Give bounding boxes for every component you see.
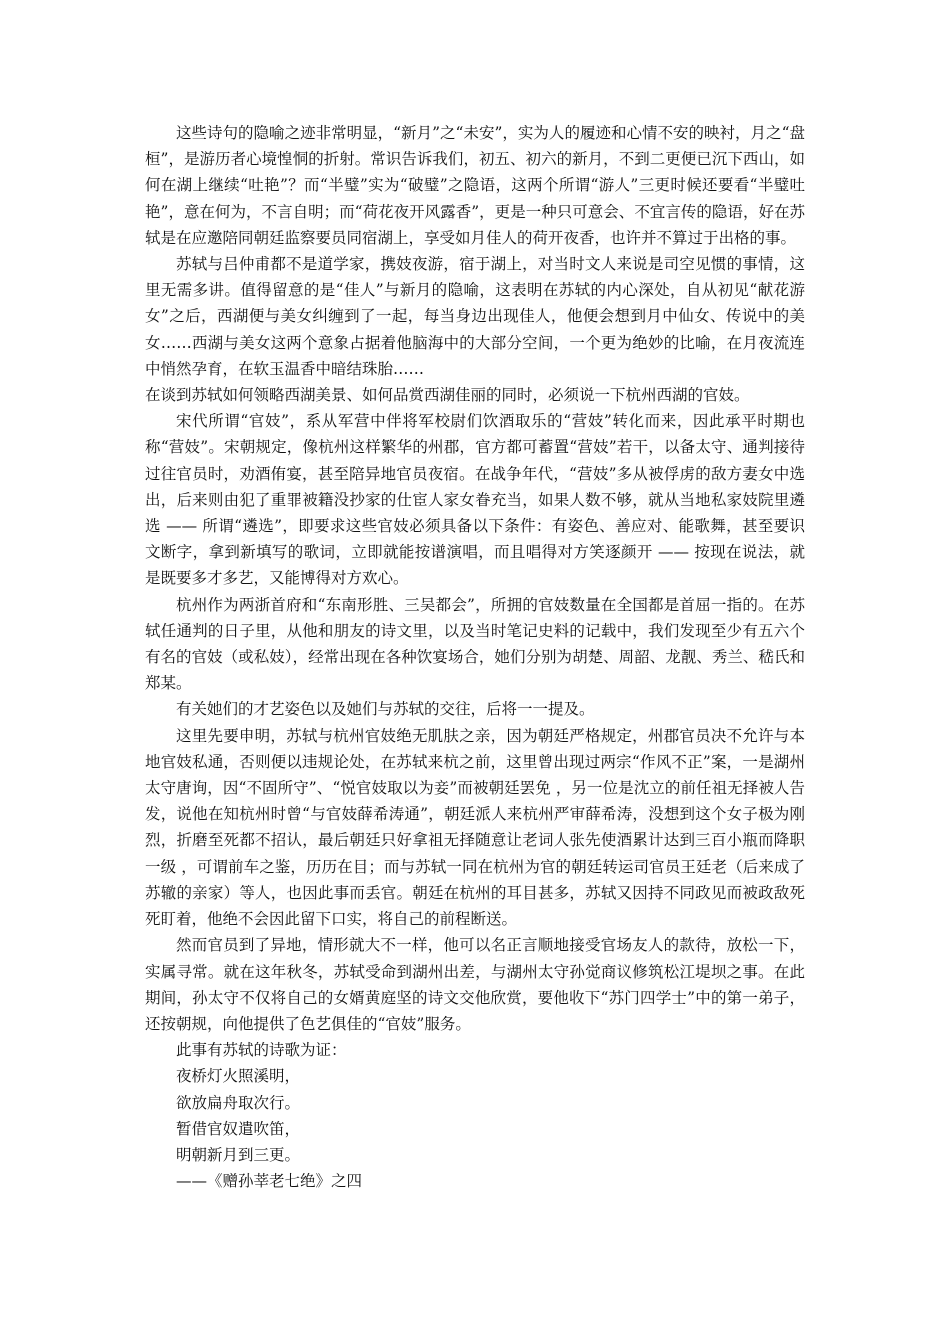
paragraph-8: 然而官员到了异地，情形就大不一样，他可以名正言顺地接受官场友人的款待，放松一下，实属寻常。就在这年秋冬，苏轼受命到湖州出差，与湖州太守孙觉商议修筑松江堤坝之事。在此期间，孙太守不仅将自己的女婿黄庭坚的诗文交他欣赏，要他收下“苏门四学士”中的第一弟子，还按朝规，向他提供了色艺俱佳的“官妓”服务。 bbox=[145, 936, 805, 1033]
paragraph-5: 杭州作为两浙首府和“东南形胜、三吴都会”，所拥的官妓数量在全国都是首屈一指的。在苏轼任通判的日子里，从他和朋友的诗文里，以及当时笔记史料的记载中，我们发现至少有五六个有名的官妓（或私妓），经常出现在各种饮宴场合，她们分别为胡楚、周韶、龙靓、秀兰、嵇氏和郑某。 bbox=[145, 595, 805, 693]
paragraph-2: 苏轼与吕仲甫都不是道学家，携妓夜游，宿于湖上，对当时文人来说是司空见惯的事情，这里无需多讲。值得留意的是“佳人”与新月的隐喻，这表明在苏轼的内心深处，自从初见“献花游女”之后，西湖便与美女纠缠到了一起，每当身边出现佳人，他便会想到月中仙女、传说中的美女……西湖与美女这两个意象占据着他脑海中的大部分空间，一个更为绝妙的比喻，在月夜流连中悄然孕育，在软玉温香中暗结珠胎…… bbox=[145, 255, 805, 378]
poem-attribution: ——《赠孙莘老七绝》之四 bbox=[176, 1172, 363, 1191]
paragraph-9: 此事有苏轼的诗歌为证： bbox=[176, 1041, 347, 1060]
poem-line-4: 明朝新月到三更。 bbox=[176, 1145, 301, 1164]
paragraph-7: 这里先要申明，苏轼与杭州官妓绝无肌肤之亲，因为朝廷严格规定，州郡官员决不允许与本地官妓私通，否则便以违规论处，在苏轼来杭之前，这里曾出现过两宗“作风不正”案，一是湖州太守唐询，因“不固所守”、“悦官妓取以为妾”而被朝廷罢免 ，另一位是沈立的前任祖无择被人告发，说他在知杭州时曾“与官妓薛希涛通”，朝廷派人来杭州严审薛希涛，没想到这个女子极为刚烈，折磨至死都不招认，最后朝廷只好拿祖无择随意让老词人张先使酒累计达到三百小瓶而降职一级 ，可谓前车之鉴，历历在目；而与苏轼一同在杭州为官的朝廷转运司官员王廷老（后来成了苏辙的亲家）等人，也因此事而丢官。朝廷在杭州的耳目甚多，苏轼又因持不同政见而被政敌死死盯着，他绝不会因此留下口实，将自己的前程断送。 bbox=[145, 726, 805, 929]
paragraph-4: 宋代所谓“官妓”，系从军营中伴将军校尉们饮酒取乐的“营妓”转化而来，因此承平时期也称“营妓”。宋朝规定，像杭州这样繁华的州郡，官方都可蓄置“营妓”若干，以备太守、通判接待过往官员时，劝酒侑宴，甚至陪异地官员夜宿。在战争年代，“营妓”多从被俘虏的敌方妻女中选出，后来则由犯了重罪被籍没抄家的仕宦人家女眷充当，如果人数不够，就从当地私家妓院里遴选 —— 所谓“遴选”，即要求这些官妓必须具备以下条件：有姿色、善应对、能歌舞，甚至要识文断字，拿到新填写的歌词，立即就能按谱演唱，而且唱得对方笑逐颜开 —— 按现在说法，就是既要多才多艺，又能博得对方欢心。 bbox=[145, 412, 805, 588]
document-body bbox=[145, 120, 805, 1194]
poem-line-3: 暂借官奴遣吹笛， bbox=[176, 1119, 301, 1138]
paragraph-3: 在谈到苏轼如何领略西湖美景、如何品赏西湖佳丽的同时，必须说一下杭州西湖的官妓。 bbox=[145, 386, 750, 405]
paragraph-6: 有关她们的才艺姿色以及她们与苏轼的交往，后将一一提及。 bbox=[176, 700, 595, 719]
poem-line-2: 欲放扁舟取次行。 bbox=[176, 1093, 301, 1112]
poem-block bbox=[145, 1063, 805, 1194]
poem-line-1: 夜桥灯火照溪明， bbox=[176, 1067, 301, 1086]
paragraph-1: 这些诗句的隐喻之迹非常明显，“新月”之“未安”，实为人的履迹和心情不安的映衬，月之“盘桓”，是游历者心境惶恫的折射。常识告诉我们，初五、初六的新月，不到二更便已沉下西山，如何在湖上继续“吐艳”？而“半璧”实为“破璧”之隐语，这两个所谓“游人”三更时候还要看“半璧吐艳”，意在何为，不言自明；而“荷花夜开风露香”，更是一种只可意会、不宜言传的隐语，好在苏轼是在应邀陪同朝廷监察要员同宿湖上，享受如月佳人的荷开夜香，也许并不算过于出格的事。 bbox=[145, 124, 805, 247]
